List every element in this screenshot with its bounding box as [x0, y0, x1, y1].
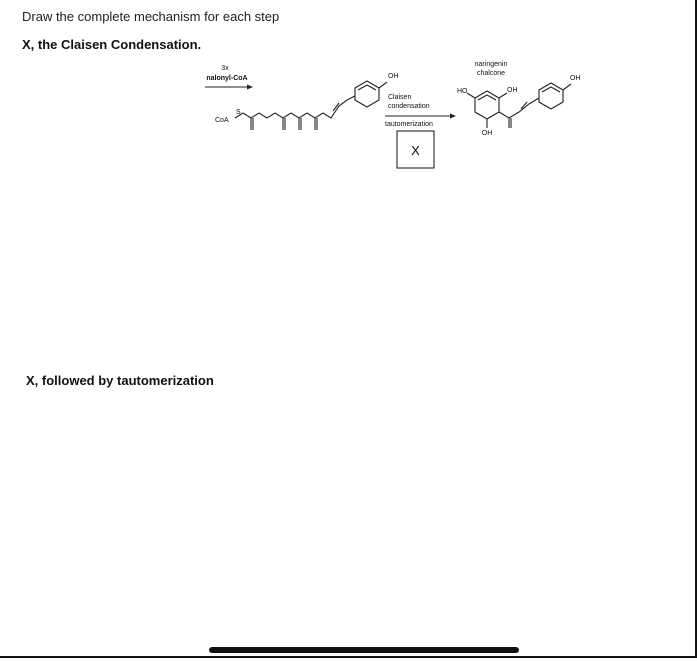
product-name-line2: chalcone	[476, 70, 506, 77]
product-oh-ring-label: OH	[507, 87, 518, 94]
reaction-scheme	[195, 56, 595, 176]
product-oh-ring-bond	[499, 93, 507, 98]
product-oh-right-bond	[563, 84, 571, 90]
product-oh-bottom-label: OH	[481, 130, 493, 137]
step-label-condensation: condensation	[388, 103, 430, 110]
product-oh-right-label: OH	[570, 75, 581, 82]
intermediate-label: X	[411, 143, 420, 158]
start-coa-label: CoA	[215, 117, 229, 124]
home-indicator-bar[interactable]	[209, 647, 519, 653]
section-heading-claisen: X, the Claisen Condensation.	[22, 37, 202, 52]
product-linker	[499, 98, 539, 118]
product-ho-label: HO	[457, 88, 468, 95]
reaction-arrow-head	[450, 114, 456, 119]
start-oh-label: OH	[388, 73, 399, 80]
start-oh-bond	[379, 82, 387, 88]
section-heading-tautomerization: X, followed by tautomerization	[26, 373, 214, 388]
reagent-name: nalonyl-CoA	[206, 75, 248, 82]
start-s-label: S	[236, 109, 241, 116]
product-ho-bond	[467, 93, 475, 98]
start-chain	[235, 96, 355, 118]
instruction-text: Draw the complete mechanism for each step	[22, 9, 280, 24]
reagent-arrow-head	[247, 85, 253, 90]
product-name-line1: naringenin	[474, 61, 508, 68]
step-label-tautomerization: tautomerization	[385, 121, 433, 128]
reagent-amount: 3x	[221, 65, 229, 72]
step-label-claisen: Claisen	[388, 94, 412, 101]
